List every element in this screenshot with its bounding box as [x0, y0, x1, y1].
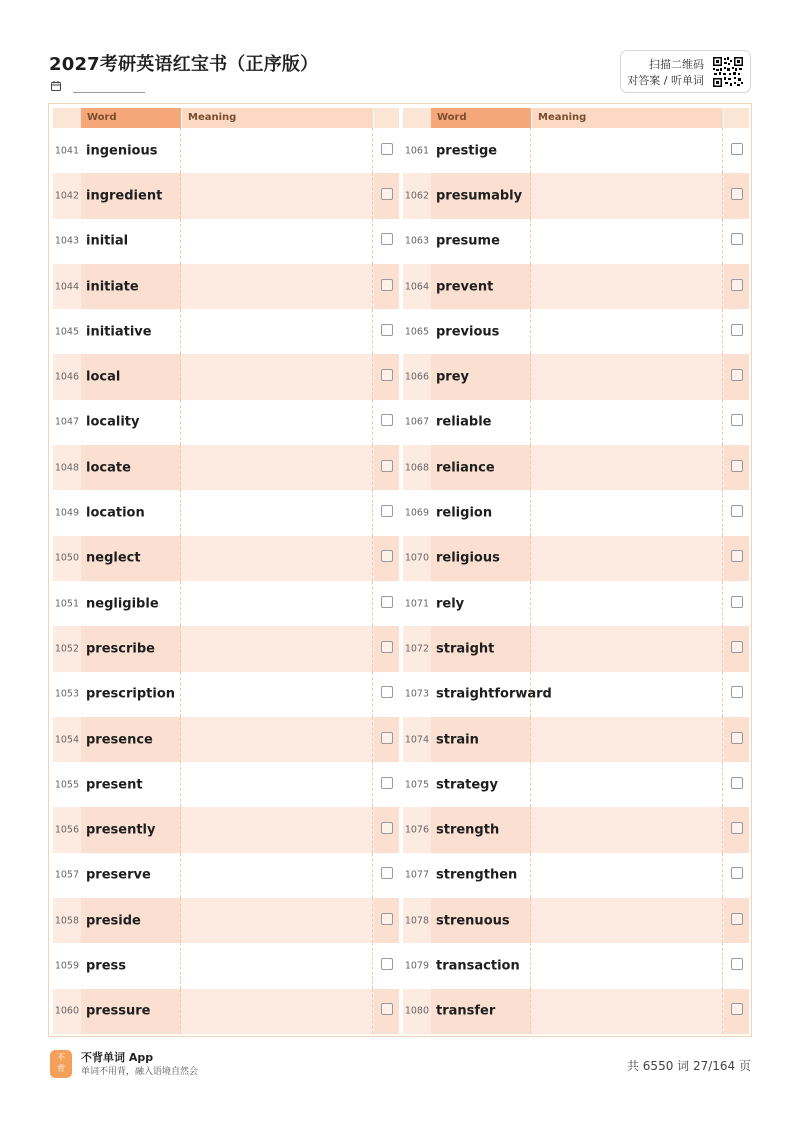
word-text: locality: [86, 414, 140, 430]
meaning-blank[interactable]: [532, 354, 723, 399]
table-row: [53, 989, 399, 1034]
table-row: [403, 762, 749, 807]
word-text: present: [86, 777, 143, 793]
word-number: 1044: [54, 281, 79, 293]
column-header-meaning: Meaning: [538, 112, 587, 123]
word-number: 1052: [54, 643, 79, 655]
word-text: religious: [436, 550, 500, 566]
word-text: initial: [86, 233, 129, 249]
word-number: 1047: [54, 416, 79, 428]
checkbox[interactable]: [731, 641, 743, 653]
word-text: preserve: [86, 867, 151, 883]
word-number: 1056: [54, 824, 79, 836]
meaning-blank[interactable]: [532, 898, 723, 943]
meaning-blank[interactable]: [532, 581, 723, 626]
meaning-blank[interactable]: [182, 536, 373, 581]
vocab-panel-right: [403, 108, 749, 1034]
checkbox[interactable]: [731, 732, 743, 744]
checkbox[interactable]: [381, 188, 393, 200]
word-number: 1049: [54, 507, 79, 519]
checkbox[interactable]: [731, 1003, 743, 1015]
meaning-blank[interactable]: [182, 717, 373, 762]
meaning-blank[interactable]: [182, 898, 373, 943]
table-row: [403, 400, 749, 445]
table-row: [53, 128, 399, 173]
word-number: 1068: [404, 462, 429, 474]
word-text: strenuous: [436, 913, 510, 929]
word-text: transaction: [436, 958, 520, 974]
meaning-blank[interactable]: [182, 219, 373, 264]
word-number: 1045: [54, 326, 79, 338]
table-row: [53, 762, 399, 807]
column-header-meaning: Meaning: [188, 112, 237, 123]
meaning-blank[interactable]: [182, 490, 373, 535]
word-number: 1069: [404, 507, 429, 519]
table-row: [53, 490, 399, 535]
table-row: [403, 536, 749, 581]
table-row: [403, 807, 749, 852]
qr-code-icon[interactable]: [712, 56, 744, 88]
word-number: 1067: [404, 416, 429, 428]
word-number: 1066: [404, 371, 429, 383]
checkbox[interactable]: [381, 279, 393, 291]
word-text: prestige: [436, 143, 498, 159]
table-row: [403, 354, 749, 399]
checkbox[interactable]: [731, 958, 743, 970]
table-row: [53, 400, 399, 445]
word-number: 1058: [54, 915, 79, 927]
word-number: 1041: [54, 145, 79, 157]
checkbox[interactable]: [381, 505, 393, 517]
table-row: [403, 989, 749, 1034]
checkbox[interactable]: [381, 777, 393, 789]
word-number: 1077: [404, 869, 429, 881]
word-number: 1055: [54, 779, 79, 791]
word-text: straightforward: [436, 686, 552, 702]
word-text: reliable: [436, 414, 492, 430]
word-number: 1072: [404, 643, 429, 655]
word-text: local: [86, 369, 121, 385]
word-text: prescribe: [86, 641, 155, 657]
table-row: [403, 626, 749, 671]
word-text: strength: [436, 822, 500, 838]
table-row: [53, 943, 399, 988]
meaning-blank[interactable]: [532, 853, 723, 898]
word-number: 1078: [404, 915, 429, 927]
table-row: [403, 943, 749, 988]
word-text: prevent: [436, 279, 494, 295]
checkbox[interactable]: [731, 279, 743, 291]
table-row: [403, 672, 749, 717]
word-text: prescription: [86, 686, 176, 702]
meaning-blank[interactable]: [532, 219, 723, 264]
table-row: [53, 173, 399, 218]
checkbox[interactable]: [381, 550, 393, 562]
word-text: initiative: [86, 324, 152, 340]
checkbox[interactable]: [381, 958, 393, 970]
meaning-blank[interactable]: [182, 626, 373, 671]
checkbox[interactable]: [731, 867, 743, 879]
table-row: [53, 445, 399, 490]
word-number: 1080: [404, 1005, 429, 1017]
word-number: 1057: [54, 869, 79, 881]
word-number: 1076: [404, 824, 429, 836]
word-text: preside: [86, 913, 141, 929]
calendar-icon: [51, 81, 61, 91]
meaning-blank[interactable]: [532, 943, 723, 988]
table-header: [403, 108, 749, 128]
checkbox[interactable]: [381, 369, 393, 381]
checkbox[interactable]: [731, 414, 743, 426]
meaning-blank[interactable]: [532, 445, 723, 490]
meaning-blank[interactable]: [182, 128, 373, 173]
word-number: 1064: [404, 281, 429, 293]
checkbox[interactable]: [731, 550, 743, 562]
checkbox[interactable]: [731, 777, 743, 789]
table-row: [53, 672, 399, 717]
word-text: previous: [436, 324, 500, 340]
checkbox[interactable]: [381, 686, 393, 698]
word-number: 1050: [54, 552, 79, 564]
meaning-blank[interactable]: [182, 309, 373, 354]
checkbox[interactable]: [731, 505, 743, 517]
word-number: 1046: [54, 371, 79, 383]
table-row: [403, 219, 749, 264]
table-row: [53, 626, 399, 671]
word-number: 1075: [404, 779, 429, 791]
table-row: [53, 807, 399, 852]
meaning-blank[interactable]: [532, 536, 723, 581]
meaning-blank[interactable]: [532, 626, 723, 671]
meaning-blank[interactable]: [532, 309, 723, 354]
meaning-blank[interactable]: [532, 762, 723, 807]
meaning-blank[interactable]: [182, 264, 373, 309]
checkbox[interactable]: [731, 369, 743, 381]
word-number: 1074: [404, 734, 429, 745]
word-text: location: [86, 505, 145, 521]
word-text: initiate: [86, 279, 139, 295]
word-text: reliance: [436, 460, 495, 476]
table-row: [53, 219, 399, 264]
table-row: [403, 853, 749, 898]
word-text: transfer: [436, 1003, 496, 1019]
checkbox[interactable]: [381, 596, 393, 608]
checkbox[interactable]: [381, 143, 393, 155]
word-number: 1065: [404, 326, 429, 338]
word-text: negligible: [86, 596, 159, 612]
checkbox[interactable]: [381, 822, 393, 834]
meaning-blank[interactable]: [532, 989, 723, 1034]
meaning-blank[interactable]: [182, 354, 373, 399]
word-number: 1051: [54, 598, 79, 610]
table-row: [53, 309, 399, 354]
qr-line-2: 对答案 / 听单词: [627, 74, 704, 87]
word-text: rely: [436, 596, 465, 612]
meaning-blank[interactable]: [182, 762, 373, 807]
meaning-blank[interactable]: [182, 807, 373, 852]
table-row: [403, 128, 749, 173]
meaning-blank[interactable]: [532, 264, 723, 309]
table-header: [53, 108, 399, 128]
checkbox[interactable]: [381, 324, 393, 336]
word-text: presume: [436, 233, 500, 249]
table-row: [403, 898, 749, 943]
meaning-blank[interactable]: [182, 400, 373, 445]
word-text: strain: [436, 732, 479, 747]
word-text: ingredient: [86, 188, 163, 204]
column-header-word: Word: [87, 112, 117, 123]
app-name: 不背单词 App: [81, 1051, 154, 1064]
table-row: [403, 309, 749, 354]
date-blank-line: [73, 92, 145, 93]
table-row: [403, 173, 749, 218]
word-number: 1079: [404, 960, 429, 972]
word-text: ingenious: [86, 143, 158, 159]
meaning-blank[interactable]: [182, 581, 373, 626]
qr-line-1: 扫描二维码: [649, 58, 704, 71]
word-text: prey: [436, 369, 470, 385]
table-row: [53, 536, 399, 581]
word-number: 1061: [404, 145, 429, 157]
checkbox[interactable]: [381, 867, 393, 879]
checkbox[interactable]: [731, 596, 743, 608]
meaning-blank[interactable]: [182, 943, 373, 988]
word-text: presently: [86, 822, 156, 838]
app-logo-icon: 不 背: [50, 1050, 72, 1078]
word-text: presence: [86, 732, 153, 747]
table-row: [403, 490, 749, 535]
page-info: 共 6550 词 27/164 页: [626, 1059, 751, 1073]
meaning-blank[interactable]: [532, 173, 723, 218]
checkbox[interactable]: [731, 233, 743, 245]
meaning-blank[interactable]: [532, 128, 723, 173]
word-number: 1062: [404, 190, 429, 202]
checkbox[interactable]: [381, 913, 393, 925]
table-row: [403, 717, 749, 762]
word-number: 1070: [404, 552, 429, 564]
vocab-table-frame: [48, 103, 752, 1037]
word-number: 1054: [54, 734, 79, 745]
word-number: 1042: [54, 190, 79, 202]
checkbox[interactable]: [731, 188, 743, 200]
checkbox[interactable]: [731, 324, 743, 336]
word-text: straight: [436, 641, 495, 657]
qr-panel: [620, 50, 751, 93]
meaning-blank[interactable]: [532, 717, 723, 762]
table-row: [53, 264, 399, 309]
checkbox[interactable]: [381, 233, 393, 245]
word-text: locate: [86, 460, 131, 476]
meaning-blank[interactable]: [182, 853, 373, 898]
word-text: neglect: [86, 550, 141, 566]
checkbox[interactable]: [381, 414, 393, 426]
app-slogan: 单词不用背，融入语境自然会: [81, 1067, 199, 1077]
word-number: 1048: [54, 462, 79, 474]
word-number: 1063: [404, 235, 429, 247]
word-text: strategy: [436, 777, 498, 793]
word-number: 1053: [54, 688, 79, 700]
checkbox[interactable]: [731, 143, 743, 155]
meaning-blank[interactable]: [182, 989, 373, 1034]
table-row: [53, 853, 399, 898]
word-text: religion: [436, 505, 493, 521]
word-number: 1073: [404, 688, 429, 700]
checkbox[interactable]: [381, 641, 393, 653]
checkbox[interactable]: [381, 732, 393, 744]
meaning-blank[interactable]: [532, 400, 723, 445]
meaning-blank[interactable]: [532, 672, 723, 717]
table-row: [403, 264, 749, 309]
checkbox[interactable]: [731, 822, 743, 834]
table-row: [53, 898, 399, 943]
checkbox[interactable]: [731, 686, 743, 698]
table-row: [403, 445, 749, 490]
table-row: [53, 717, 399, 762]
word-number: 1059: [54, 960, 79, 972]
word-text: pressure: [86, 1003, 151, 1019]
meaning-blank[interactable]: [182, 672, 373, 717]
meaning-blank[interactable]: [532, 490, 723, 535]
table-row: [53, 354, 399, 399]
word-text: strengthen: [436, 867, 518, 883]
word-number: 1071: [404, 598, 429, 610]
table-row: [53, 581, 399, 626]
column-header-word: Word: [437, 112, 467, 123]
meaning-blank[interactable]: [182, 173, 373, 218]
meaning-blank[interactable]: [532, 807, 723, 852]
word-text: presumably: [436, 188, 523, 204]
checkbox[interactable]: [381, 460, 393, 472]
checkbox[interactable]: [381, 1003, 393, 1015]
word-number: 1060: [54, 1005, 79, 1017]
table-row: [403, 581, 749, 626]
page-title: 2027考研英语红宝书（正序版）: [49, 54, 319, 75]
checkbox[interactable]: [731, 460, 743, 472]
meaning-blank[interactable]: [182, 445, 373, 490]
word-text: press: [86, 958, 127, 974]
word-number: 1043: [54, 235, 79, 247]
vocab-panel-left: [53, 108, 399, 1034]
checkbox[interactable]: [731, 913, 743, 925]
